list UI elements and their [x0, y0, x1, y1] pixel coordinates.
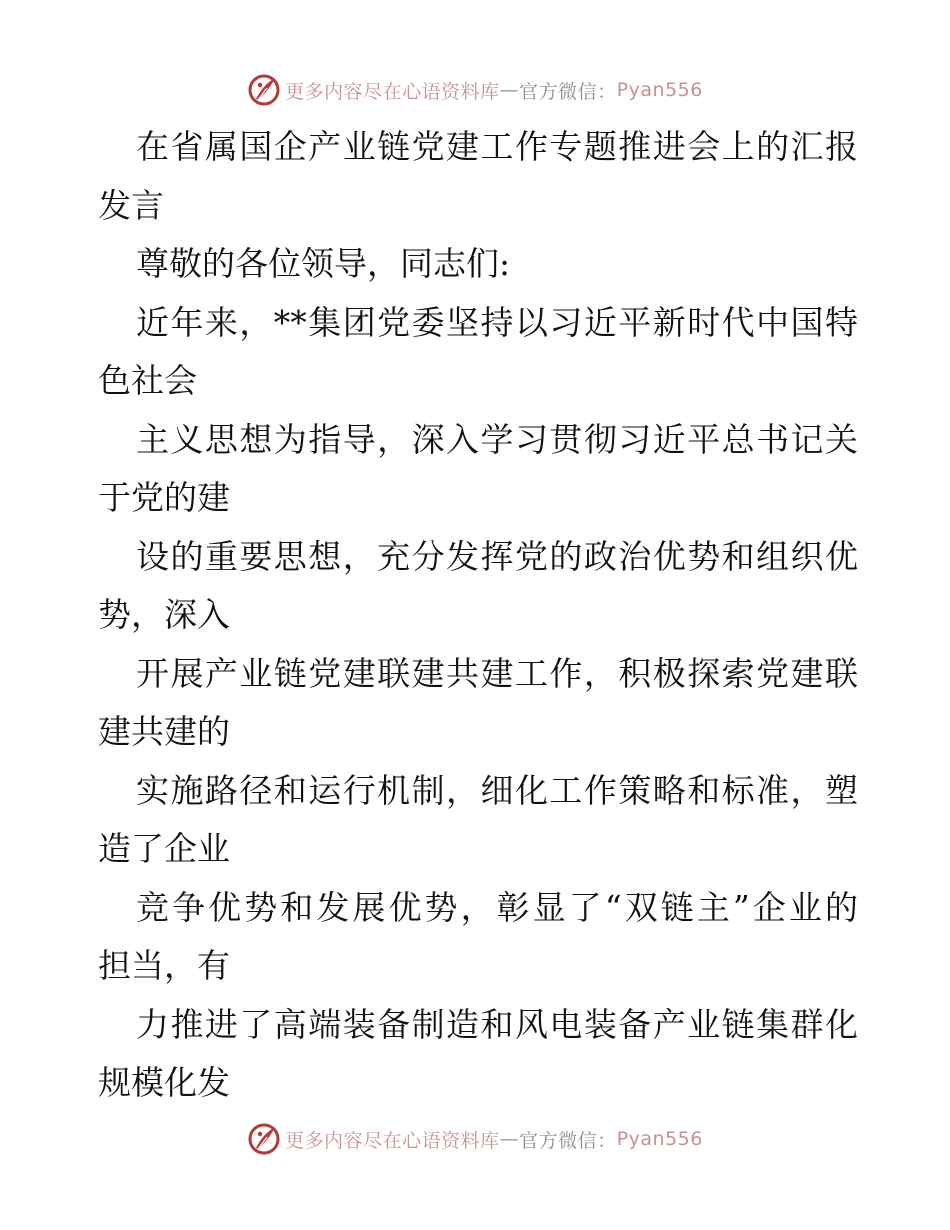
document-title-line: 在省属国企产业链党建工作专题推进会上的汇报 [136, 127, 858, 166]
banner-wechat-id: Pyan556 [616, 1128, 703, 1150]
paragraph-line: 主义思想为指导，深入学习贯彻习近平总书记关 [136, 419, 858, 459]
paragraph-line: 势，深入 [98, 595, 230, 634]
paragraph-line: 造了企业 [98, 829, 230, 868]
banner-wechat-id: Pyan556 [616, 79, 703, 101]
banner-wechat-label: 官方微信： [519, 80, 617, 103]
paragraph-line: 建共建的 [98, 712, 230, 751]
header-watermark [0, 70, 950, 110]
salutation-line: 尊敬的各位领导，同志们: [136, 244, 511, 283]
banner-wechat-label: 官方微信： [519, 1129, 617, 1152]
paragraph-line: 力推进了高端装备制造和风电装备产业链集群化 [136, 1004, 858, 1044]
paragraph-line: 于党的建 [98, 478, 230, 517]
document-body [98, 118, 858, 1113]
banner-site-name: 更多内容尽在心语资料库 [285, 1129, 500, 1152]
quill-logo-icon [247, 1122, 281, 1156]
banner-separator: — [499, 79, 520, 101]
document-title-line: 发言 [98, 185, 164, 225]
paragraph-line: 规模化发 [98, 1063, 230, 1102]
paragraph-line: 设的重要思想，充分发挥党的政治优势和组织优 [136, 536, 858, 576]
quill-logo-icon [247, 73, 281, 107]
banner-separator: — [499, 1128, 520, 1150]
paragraph-line: 担当，有 [98, 946, 230, 985]
paragraph-line: 实施路径和运行机制，细化工作策略和标准，塑 [136, 770, 858, 810]
banner-site-name: 更多内容尽在心语资料库 [285, 80, 500, 103]
paragraph-line: 竞争优势和发展优势，彰显了“双链主”企业的 [136, 887, 858, 927]
footer-watermark [0, 1119, 950, 1159]
paragraph-line: 色社会 [98, 361, 197, 400]
paragraph-line: 开展产业链党建联建共建工作，积极探索党建联 [136, 653, 858, 693]
paragraph-line: 近年来，**集团党委坚持以习近平新时代中国特 [136, 302, 858, 342]
